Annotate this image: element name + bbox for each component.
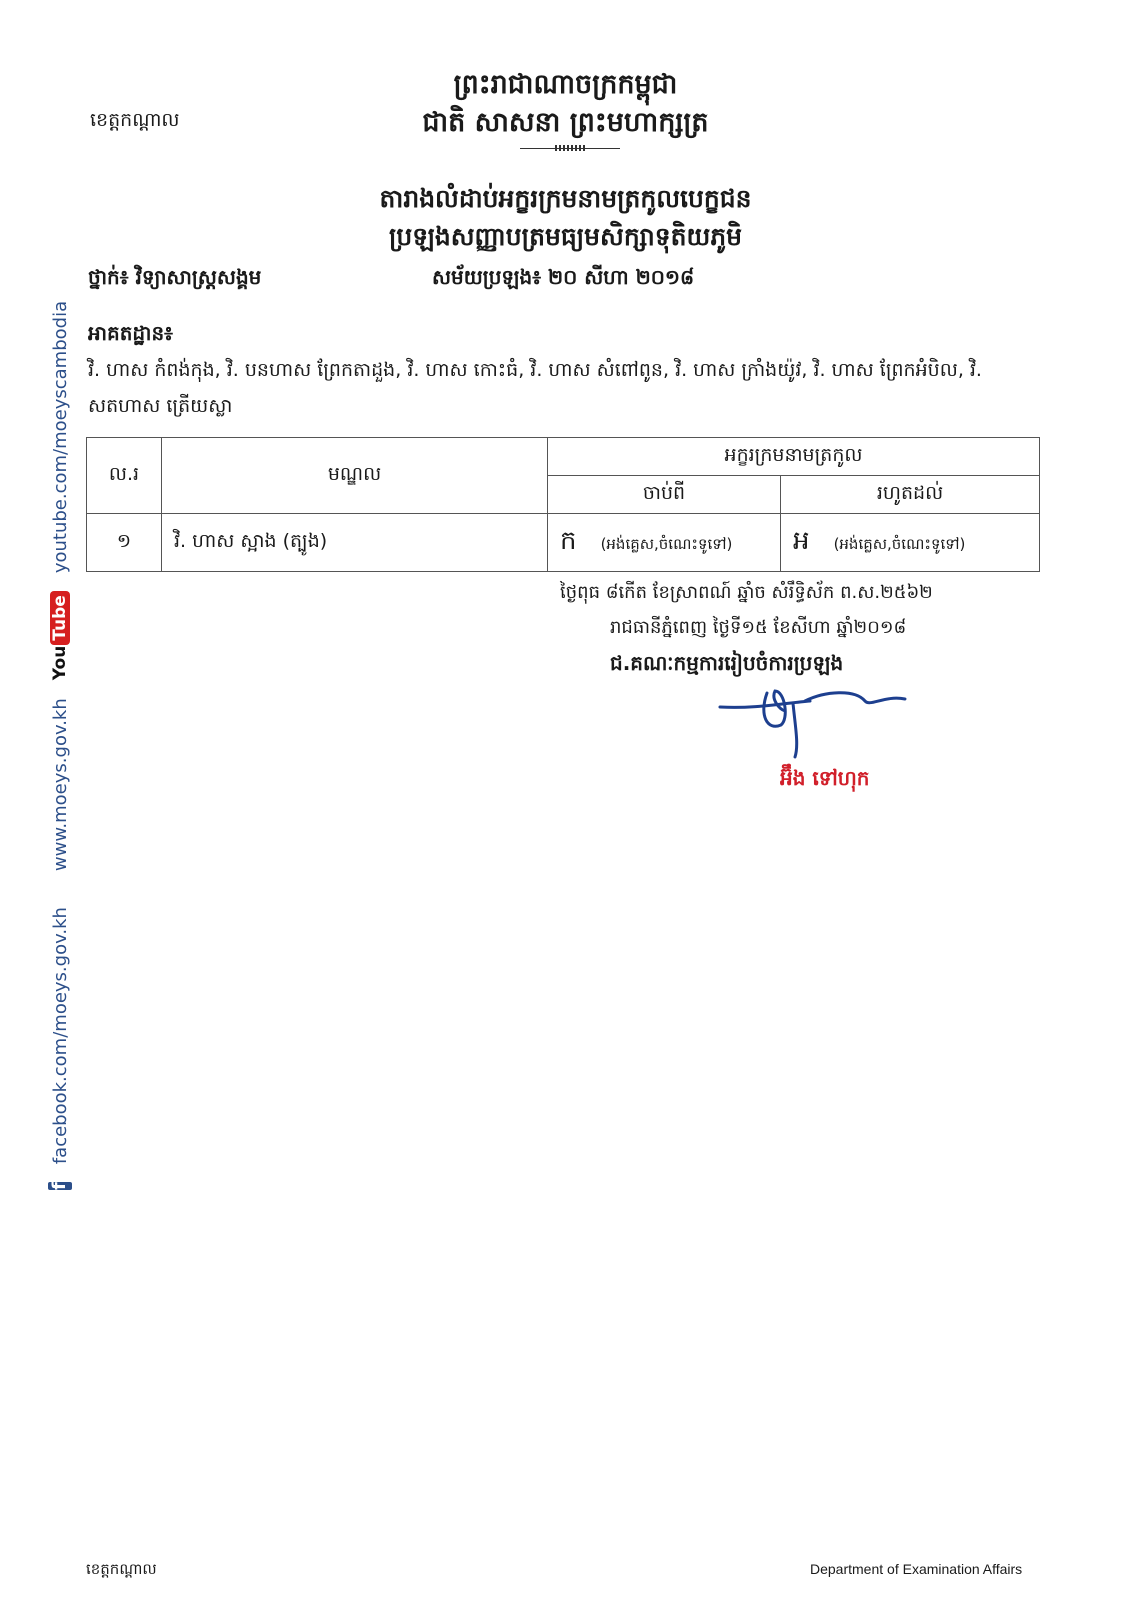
signer-name: អ៊ឹង ទៅហុក [780,766,870,790]
session-label: សម័យប្រឡង៖ ២០ សីហា ២០១៨ [432,265,695,289]
youtube-link[interactable]: youtube.com/moeyscambodia [49,300,71,574]
signature-image [715,685,915,765]
facebook-link[interactable]: facebook.com/moeys.gov.kh [49,907,71,1165]
youtube-icon: You Tube [50,591,70,680]
class-label: ថ្នាក់៖ វិទ្យាសាស្ត្រសង្គម [88,265,262,289]
document-subtitle: ប្រឡងសញ្ញាបត្រមធ្យមសិក្សាទុតិយភូមិ [388,222,743,251]
col-header-to: រហូតដល់ [781,476,1040,514]
col-header-center: មណ្ឌល [162,438,548,514]
social-sidebar [42,300,82,1190]
col-header-no: ល.រ [87,438,162,514]
facebook-icon: f [49,1182,70,1190]
kingdom-heading: ព្រះរាជាណាចក្រកម្ពុជា [453,69,678,100]
col-header-alpha: អក្ខរក្រមនាមត្រកូល [548,438,1040,476]
table-row [87,514,1040,572]
to-letter: អ [793,525,810,556]
document-title: តារាងលំដាប់អក្ខរក្រមនាមត្រកូលបេក្ខជន [379,184,752,213]
alphabet-range-table [86,437,1040,572]
to-note: (អង់គ្លេស,ចំណេះទូទៅ) [833,534,966,553]
location-title: អាគតដ្ឋាន៖ [88,321,173,345]
ornament-divider [520,148,620,150]
row-no: ១ [87,514,162,572]
solar-date: រាជធានីភ្នំពេញ ថ្ងៃទី១៥ ខែសីហា ឆ្នាំ២០១៨ [610,617,907,638]
from-letter: ក [560,525,577,556]
location-list: វិ. ហាស កំពង់កុង, វិ. បនហាស ព្រែកតាដួង, វិ. ហាស កោះធំ, វិ. ហាស សំពៅពូន, វិ. ហាស ក្រាំងយ៉ូវ, វិ. ហាស ព្រែកអំបិល, វិ. សតហាស ត្រើយស្លា [88,359,982,417]
col-header-from: ចាប់ពី [548,476,781,514]
province-label: ខេត្តកណ្តាល [90,109,180,131]
row-to [781,514,1040,572]
national-motto: ជាតិ សាសនា ព្រះមហាក្សត្រ [422,107,709,138]
row-center: វិ. ហាស ស្អាង (ត្បូង) [162,514,548,572]
website-link[interactable]: www.moeys.gov.kh [49,698,71,872]
footer-department: Department of Examination Affairs [810,1561,1023,1577]
row-from [548,514,781,572]
footer-province: ខេត្តកណ្តាល [86,1560,157,1578]
from-note: (អង់គ្លេស,ចំណេះទូទៅ) [600,534,733,553]
lunar-date: ថ្ងៃពុធ ៨កើត ខែស្រាពណ៍ ឆ្នាំច សំរឹទ្ធិស័ក ព.ស.២៥៦២ [560,582,933,603]
committee-title: ជ.គណៈកម្មការរៀបចំការប្រឡង [610,651,844,675]
